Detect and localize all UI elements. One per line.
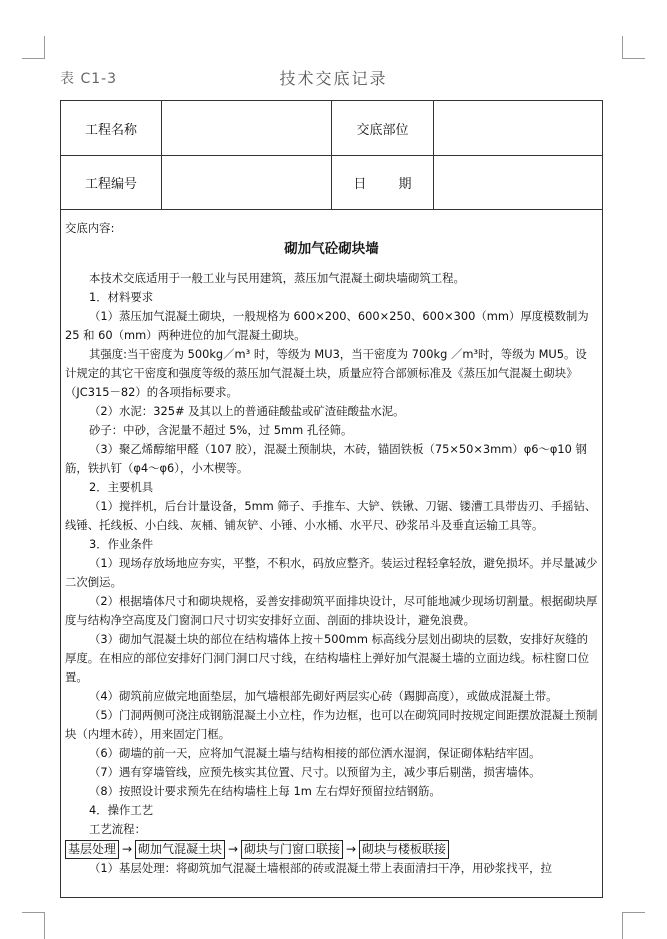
project-no-label: 工程编号 [61,156,162,209]
date-field[interactable] [434,156,603,209]
crop-mark-top-right [622,36,645,59]
flow-step-floor-slab: 砌块与楼板联接 [359,840,449,859]
project-name-field[interactable] [162,101,332,155]
document-title: 技术交底记录 [279,69,388,88]
paragraph: 砂子：中砂，含泥量不超过 5%，过 5mm 孔径筛。 [89,423,353,437]
paragraph: （8）按照设计要求预先在结构墙柱上每 1m 左右焊好预留拉结钢筋。 [89,784,441,798]
paragraph: 其强度:当干密度为 500kg／m³ 时，等级为 MU3，当干密度为 700kg ／m³时，等级为 MU5。设计规定的其它干密度和强度等级的蒸压加气混凝土块，质量应符合部颁标准及《蒸压加气混凝土砌块》（JC315－82）的各项指标要求。 [65,347,587,399]
flow-step-base: 基层处理 [65,840,119,859]
paragraph: （2）根据墙体尺寸和砌块规格，妥善安排砌筑平面排块设计，尽可能地减少现场切割量。根据砌块厚度与结构净空高度及门窗洞口尺寸切实安排好立面、剖面的排块设计，避免浪费。 [65,594,598,627]
arrow-right-icon: → [228,842,239,856]
project-no-field[interactable] [162,156,332,209]
paragraph: （1）搅拌机，后台计量设备，5mm 筛子、手推车、大铲、铁锹、刀锯、镂漕工具带齿刃、手摇钻、线锤、托线板、小白线、灰桶、铺灰铲、小锤、小水桶、水平尺、砂浆吊斗及垂直运输工具等。 [65,499,597,532]
arrow-right-icon: → [121,842,133,856]
paragraph: （7）遇有穿墙管线，应预先核实其位置、尺寸。以预留为主，减少事后剔凿，损害墙体。 [89,765,541,779]
paragraph: 工艺流程： [89,822,146,836]
flow-step-door-window: 砌块与门窗口联接 [241,840,343,859]
process-flow [65,840,598,859]
paragraph: （2）水泥：325# 及其以上的普通硅酸盐或矿渣硅酸盐水泥。 [89,404,405,418]
paragraph: 本技术交底适用于一般工业与民用建筑，蒸压加气混凝土砌块墙砌筑工程。 [89,271,465,285]
arrow-right-icon: → [346,842,357,856]
form-code: 表 C1-3 [60,71,118,87]
project-name-label: 工程名称 [61,101,162,155]
content-intro-label: 交底内容: [65,221,115,235]
location-field[interactable] [434,101,603,155]
paragraph: （1）基层处理：将砌筑加气混凝土墙根部的砖或混凝土带上表面清扫干净，用砂浆找平，拉 [89,861,552,875]
paragraph: （3）砌加气混凝土块的部位在结构墙体上按＋500mm 标高线分层划出砌块的层数，安排好灰缝的厚度。在相应的部位安排好门洞门洞口尺寸线，在结构墙柱上弹好加气混凝土墙的立面边线。标柱窗口位置。 [65,632,589,684]
crop-mark-bottom-right [622,912,645,939]
flow-step-laying: 砌加气混凝土块 [135,840,225,859]
crop-mark-top-left [22,36,45,59]
section-heading: 3．作业条件 [89,537,154,551]
content-title: 砌加气砼砌块墙 [284,241,379,257]
section-heading: 1．材料要求 [89,290,154,304]
location-label: 交底部位 [332,101,434,155]
paragraph: （4）砌筑前应做完地面垫层，加气墙根部先砌好两层实心砖（踢脚高度），或做成混凝土带。 [89,689,558,703]
info-row-1 [61,101,602,156]
crop-mark-bottom-left [22,912,45,939]
disclosure-content [65,219,598,878]
paragraph: （6）砌墙的前一天，应将加气混凝土墙与结构相接的部位洒水湿润，保证砌体粘结牢固。 [89,746,541,760]
paragraph: （1）现场存放场地应夯实，平整，不积水，码放应整齐。装运过程轻拿轻放，避免损坏。并尽量减少二次倒运。 [65,556,598,589]
info-row-2 [61,156,602,210]
date-label: 日 期 [332,156,434,209]
paragraph: （1）蒸压加气混凝土砌块，一般规格为 600×200、600×250、600×300（mm）厚度模数制为 25 和 60（mm）两种进位的加气混凝土砌块。 [65,309,589,342]
paragraph: （3）聚乙烯醇缩甲醛（107 胶），混凝土预制块，木砖，锚固铁板（75×50×3mm）φ6～φ10 钢筋，铁扒钉（φ4～φ6），小木楔等。 [65,442,587,475]
paragraph: （5）门洞两侧可浇注成钢筋混凝土小立柱，作为边框，也可以在砌筑同时按规定间距摆放混凝土预制块（内埋木砖），用来固定门框。 [65,708,598,741]
section-heading: 2．主要机具 [89,480,154,494]
section-heading: 4．操作工艺 [89,803,154,817]
record-form [60,100,603,898]
